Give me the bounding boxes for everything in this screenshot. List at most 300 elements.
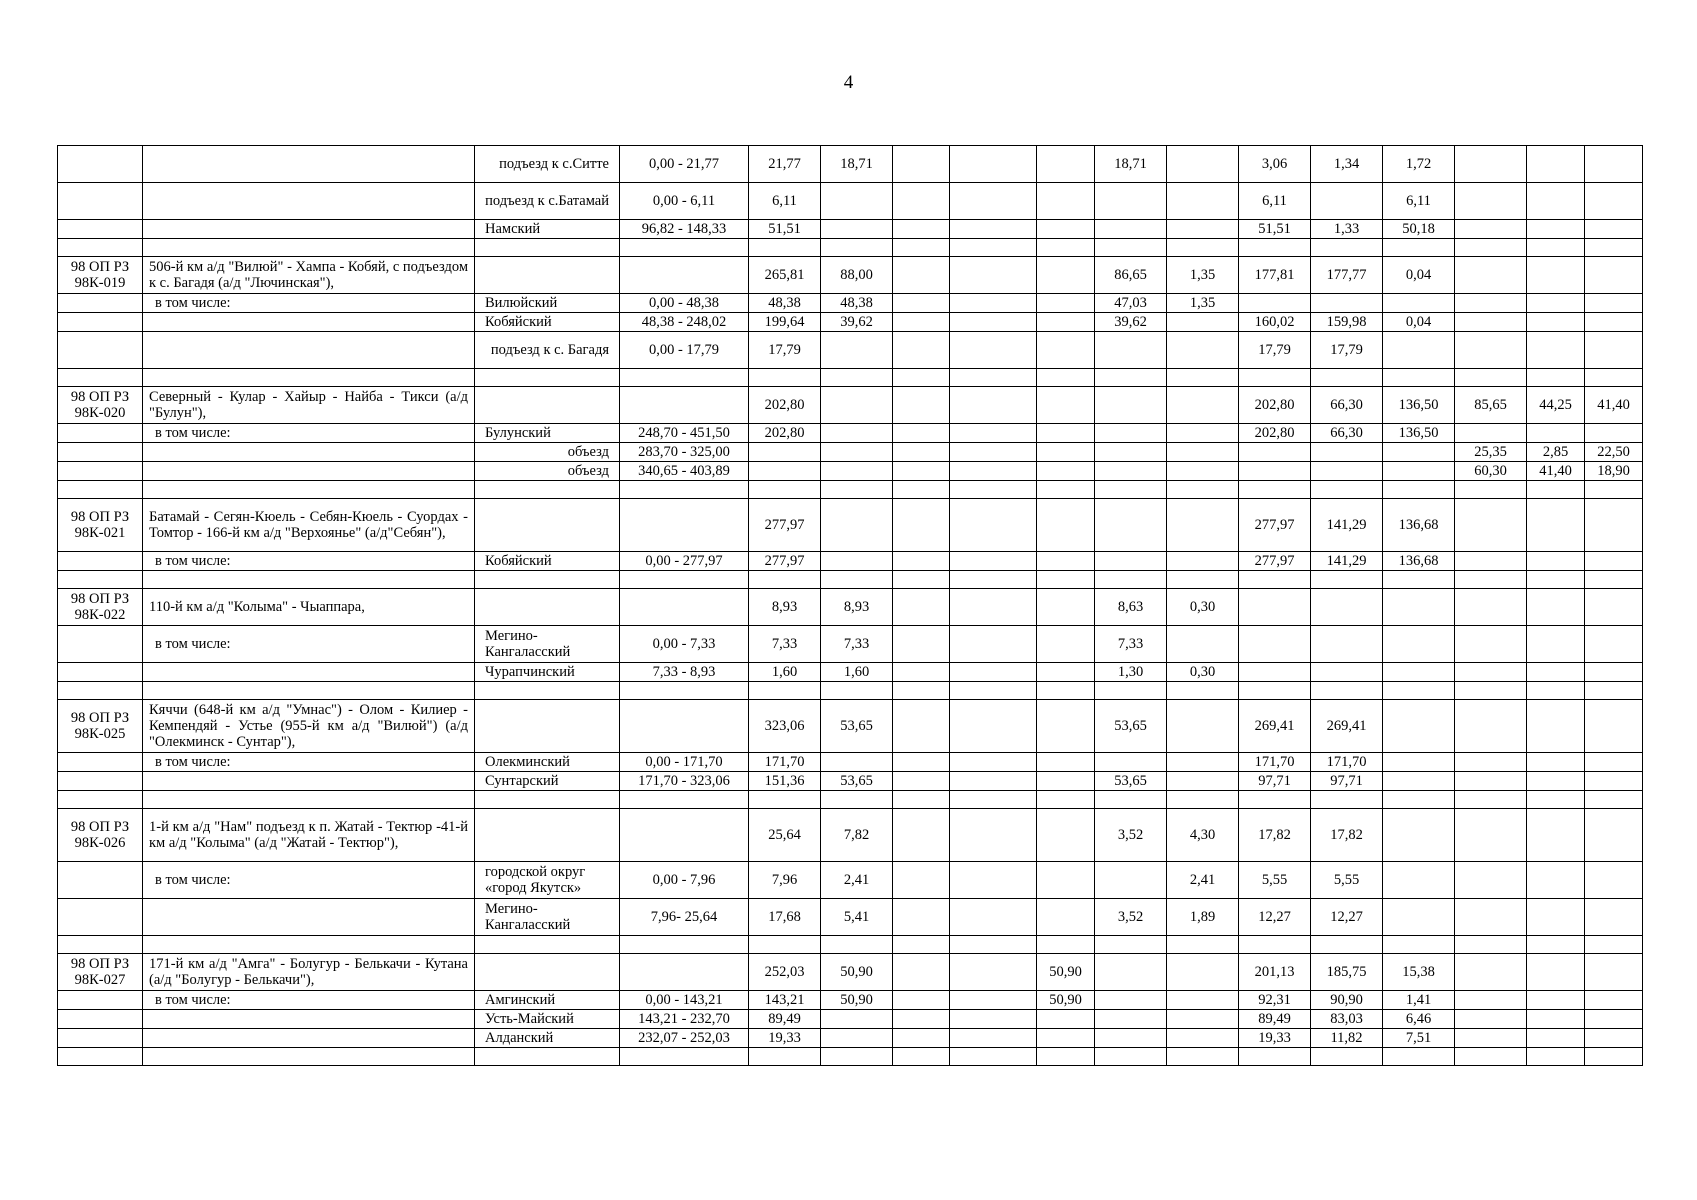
value-cell xyxy=(1527,753,1585,772)
value-cell xyxy=(1383,899,1455,936)
value-cell: 92,31 xyxy=(1239,991,1311,1010)
km-range-cell xyxy=(620,239,749,257)
road-code-cell xyxy=(58,753,143,772)
spacer-row xyxy=(58,481,1643,499)
value-cell xyxy=(1455,700,1527,753)
value-cell xyxy=(1239,294,1311,313)
value-cell xyxy=(1527,700,1585,753)
value-cell xyxy=(893,424,950,443)
value-cell: 265,81 xyxy=(749,257,821,294)
km-range-cell: 0,00 - 171,70 xyxy=(620,753,749,772)
road-name-cell xyxy=(143,772,475,791)
km-range-cell: 171,70 - 323,06 xyxy=(620,772,749,791)
value-cell xyxy=(821,462,893,481)
km-range-cell: 48,38 - 248,02 xyxy=(620,313,749,332)
value-cell xyxy=(1383,571,1455,589)
value-cell xyxy=(1167,626,1239,663)
value-cell xyxy=(950,443,1037,462)
table-row xyxy=(58,424,1643,443)
value-cell: 19,33 xyxy=(749,1029,821,1048)
value-cell xyxy=(893,183,950,220)
table-row xyxy=(58,663,1643,682)
value-cell xyxy=(1527,294,1585,313)
value-cell xyxy=(950,899,1037,936)
km-range-cell xyxy=(620,936,749,954)
value-cell xyxy=(950,682,1037,700)
road-name-cell xyxy=(143,791,475,809)
value-cell: 44,25 xyxy=(1527,387,1585,424)
value-cell xyxy=(1585,571,1643,589)
value-cell: 50,90 xyxy=(821,991,893,1010)
value-cell xyxy=(1311,1048,1383,1066)
value-cell xyxy=(1311,294,1383,313)
value-cell: 7,51 xyxy=(1383,1029,1455,1048)
value-cell xyxy=(1037,239,1095,257)
value-cell xyxy=(749,936,821,954)
road-name-cell xyxy=(143,313,475,332)
value-cell: 17,79 xyxy=(1239,332,1311,369)
value-cell xyxy=(1585,809,1643,862)
value-cell: 1,33 xyxy=(1311,220,1383,239)
value-cell xyxy=(1455,332,1527,369)
road-code-cell: 98 ОП РЗ 98К-027 xyxy=(58,954,143,991)
table-row xyxy=(58,954,1643,991)
value-cell: 0,04 xyxy=(1383,313,1455,332)
value-cell: 66,30 xyxy=(1311,424,1383,443)
value-cell xyxy=(893,753,950,772)
road-code-cell xyxy=(58,1029,143,1048)
table-row xyxy=(58,146,1643,183)
value-cell xyxy=(1585,552,1643,571)
value-cell xyxy=(1239,369,1311,387)
value-cell xyxy=(1037,183,1095,220)
value-cell: 277,97 xyxy=(749,499,821,552)
road-code-cell xyxy=(58,1010,143,1029)
value-cell: 4,30 xyxy=(1167,809,1239,862)
value-cell xyxy=(1167,1048,1239,1066)
value-cell xyxy=(950,772,1037,791)
value-cell xyxy=(1311,481,1383,499)
value-cell xyxy=(749,682,821,700)
value-cell xyxy=(749,481,821,499)
table-row xyxy=(58,626,1643,663)
page-number: 4 xyxy=(843,72,854,93)
district-cell xyxy=(475,571,620,589)
value-cell xyxy=(1311,682,1383,700)
value-cell xyxy=(1037,257,1095,294)
value-cell xyxy=(893,954,950,991)
value-cell xyxy=(1585,257,1643,294)
value-cell: 12,27 xyxy=(1239,899,1311,936)
value-cell xyxy=(1455,954,1527,991)
value-cell xyxy=(950,369,1037,387)
value-cell: 5,55 xyxy=(1311,862,1383,899)
value-cell xyxy=(1383,239,1455,257)
value-cell xyxy=(1455,809,1527,862)
value-cell xyxy=(749,462,821,481)
road-name-cell: 171-й км а/д "Амга" - Болугур - Белькачи - Кутана (а/д "Болугур - Белькачи"), xyxy=(143,954,475,991)
value-cell xyxy=(1239,1048,1311,1066)
value-cell xyxy=(1585,369,1643,387)
spacer-row xyxy=(58,369,1643,387)
value-cell xyxy=(821,936,893,954)
value-cell xyxy=(950,700,1037,753)
value-cell xyxy=(950,862,1037,899)
km-range-cell xyxy=(620,791,749,809)
value-cell xyxy=(1455,1048,1527,1066)
value-cell: 90,90 xyxy=(1311,991,1383,1010)
value-cell xyxy=(1167,462,1239,481)
value-cell: 21,77 xyxy=(749,146,821,183)
km-range-cell xyxy=(620,954,749,991)
district-cell: объезд xyxy=(475,443,620,462)
table-row xyxy=(58,499,1643,552)
value-cell: 22,50 xyxy=(1585,443,1643,462)
value-cell xyxy=(1037,424,1095,443)
km-range-cell: 0,00 - 48,38 xyxy=(620,294,749,313)
value-cell xyxy=(950,146,1037,183)
value-cell xyxy=(1585,146,1643,183)
value-cell: 7,33 xyxy=(749,626,821,663)
value-cell: 60,30 xyxy=(1455,462,1527,481)
value-cell xyxy=(1455,294,1527,313)
value-cell xyxy=(1455,146,1527,183)
value-cell xyxy=(1383,589,1455,626)
value-cell xyxy=(950,954,1037,991)
value-cell xyxy=(1585,294,1643,313)
value-cell: 269,41 xyxy=(1239,700,1311,753)
value-cell: 48,38 xyxy=(749,294,821,313)
value-cell xyxy=(893,220,950,239)
value-cell xyxy=(1585,991,1643,1010)
value-cell xyxy=(1167,424,1239,443)
value-cell: 0,30 xyxy=(1167,589,1239,626)
value-cell: 12,27 xyxy=(1311,899,1383,936)
value-cell: 51,51 xyxy=(749,220,821,239)
km-range-cell xyxy=(620,809,749,862)
value-cell xyxy=(1527,791,1585,809)
value-cell xyxy=(1167,571,1239,589)
value-cell xyxy=(1455,1010,1527,1029)
road-name-cell xyxy=(143,663,475,682)
value-cell xyxy=(893,387,950,424)
value-cell: 177,81 xyxy=(1239,257,1311,294)
value-cell xyxy=(1167,753,1239,772)
value-cell xyxy=(1455,862,1527,899)
road-code-cell xyxy=(58,443,143,462)
value-cell: 7,82 xyxy=(821,809,893,862)
road-code-cell xyxy=(58,424,143,443)
value-cell xyxy=(1167,552,1239,571)
district-cell xyxy=(475,369,620,387)
value-cell xyxy=(1585,220,1643,239)
road-name-cell: в том числе: xyxy=(143,753,475,772)
road-name-cell xyxy=(143,1010,475,1029)
value-cell: 51,51 xyxy=(1239,220,1311,239)
value-cell xyxy=(1585,589,1643,626)
value-cell xyxy=(1527,899,1585,936)
district-cell: Мегино-Кангаласский xyxy=(475,626,620,663)
district-cell: Олекминский xyxy=(475,753,620,772)
value-cell xyxy=(1383,772,1455,791)
value-cell xyxy=(821,1029,893,1048)
value-cell xyxy=(1037,220,1095,239)
value-cell xyxy=(950,991,1037,1010)
value-cell xyxy=(1455,991,1527,1010)
value-cell xyxy=(1037,571,1095,589)
road-code-cell: 98 ОП РЗ 98К-025 xyxy=(58,700,143,753)
value-cell xyxy=(1383,369,1455,387)
value-cell xyxy=(821,552,893,571)
value-cell xyxy=(1037,809,1095,862)
km-range-cell: 283,70 - 325,00 xyxy=(620,443,749,462)
district-cell: Кобяйский xyxy=(475,313,620,332)
value-cell xyxy=(1585,700,1643,753)
km-range-cell: 7,96- 25,64 xyxy=(620,899,749,936)
value-cell xyxy=(821,443,893,462)
value-cell xyxy=(1037,332,1095,369)
value-cell xyxy=(1239,571,1311,589)
road-name-cell xyxy=(143,682,475,700)
road-name-cell xyxy=(143,183,475,220)
value-cell xyxy=(1037,682,1095,700)
value-cell xyxy=(893,499,950,552)
value-cell xyxy=(1585,481,1643,499)
value-cell xyxy=(821,220,893,239)
value-cell xyxy=(1585,663,1643,682)
value-cell: 171,70 xyxy=(1239,753,1311,772)
km-range-cell: 0,00 - 17,79 xyxy=(620,332,749,369)
road-name-cell xyxy=(143,936,475,954)
road-code-cell xyxy=(58,462,143,481)
value-cell xyxy=(749,369,821,387)
value-cell: 171,70 xyxy=(749,753,821,772)
value-cell xyxy=(1585,862,1643,899)
value-cell xyxy=(1239,443,1311,462)
road-code-cell xyxy=(58,332,143,369)
value-cell xyxy=(1527,239,1585,257)
value-cell xyxy=(950,791,1037,809)
value-cell xyxy=(1455,239,1527,257)
value-cell xyxy=(1527,257,1585,294)
value-cell: 1,35 xyxy=(1167,257,1239,294)
road-code-cell xyxy=(58,682,143,700)
value-cell: 97,71 xyxy=(1311,772,1383,791)
district-cell xyxy=(475,239,620,257)
value-cell xyxy=(1311,183,1383,220)
table-row xyxy=(58,700,1643,753)
value-cell xyxy=(893,1029,950,1048)
value-cell xyxy=(1037,862,1095,899)
spacer-row xyxy=(58,571,1643,589)
spacer-row xyxy=(58,791,1643,809)
value-cell xyxy=(1527,626,1585,663)
value-cell xyxy=(950,1010,1037,1029)
value-cell: 25,35 xyxy=(1455,443,1527,462)
value-cell: 6,11 xyxy=(1239,183,1311,220)
value-cell xyxy=(1095,1048,1167,1066)
value-cell: 15,38 xyxy=(1383,954,1455,991)
value-cell xyxy=(1311,626,1383,663)
value-cell xyxy=(893,571,950,589)
value-cell: 171,70 xyxy=(1311,753,1383,772)
value-cell xyxy=(1037,462,1095,481)
value-cell xyxy=(1167,369,1239,387)
value-cell: 53,65 xyxy=(1095,700,1167,753)
district-cell xyxy=(475,936,620,954)
road-name-cell xyxy=(143,899,475,936)
value-cell: 143,21 xyxy=(749,991,821,1010)
value-cell: 1,30 xyxy=(1095,663,1167,682)
value-cell xyxy=(1455,936,1527,954)
value-cell xyxy=(893,809,950,862)
value-cell xyxy=(950,936,1037,954)
value-cell: 202,80 xyxy=(1239,387,1311,424)
value-cell xyxy=(1455,499,1527,552)
value-cell xyxy=(950,626,1037,663)
value-cell xyxy=(1527,220,1585,239)
district-cell: Алданский xyxy=(475,1029,620,1048)
value-cell: 2,41 xyxy=(1167,862,1239,899)
value-cell xyxy=(1585,499,1643,552)
value-cell: 3,06 xyxy=(1239,146,1311,183)
value-cell: 159,98 xyxy=(1311,313,1383,332)
district-cell xyxy=(475,481,620,499)
value-cell xyxy=(1311,936,1383,954)
value-cell xyxy=(1585,424,1643,443)
value-cell xyxy=(893,589,950,626)
value-cell xyxy=(950,481,1037,499)
value-cell xyxy=(1037,1048,1095,1066)
value-cell xyxy=(1383,809,1455,862)
value-cell: 50,18 xyxy=(1383,220,1455,239)
value-cell xyxy=(821,499,893,552)
value-cell xyxy=(821,183,893,220)
value-cell: 8,63 xyxy=(1095,589,1167,626)
road-code-cell xyxy=(58,183,143,220)
value-cell xyxy=(821,481,893,499)
value-cell: 6,11 xyxy=(749,183,821,220)
value-cell xyxy=(1037,899,1095,936)
value-cell xyxy=(893,257,950,294)
value-cell xyxy=(950,220,1037,239)
value-cell xyxy=(1383,462,1455,481)
value-cell xyxy=(950,257,1037,294)
value-cell: 6,11 xyxy=(1383,183,1455,220)
value-cell xyxy=(1527,936,1585,954)
value-cell xyxy=(1037,313,1095,332)
value-cell xyxy=(1311,589,1383,626)
value-cell xyxy=(1311,369,1383,387)
value-cell xyxy=(1455,626,1527,663)
value-cell: 277,97 xyxy=(1239,499,1311,552)
district-cell: Сунтарский xyxy=(475,772,620,791)
district-cell xyxy=(475,387,620,424)
value-cell xyxy=(749,791,821,809)
table-body xyxy=(58,146,1643,1066)
road-code-cell xyxy=(58,991,143,1010)
value-cell xyxy=(1383,753,1455,772)
value-cell xyxy=(1585,791,1643,809)
value-cell xyxy=(1527,499,1585,552)
value-cell: 50,90 xyxy=(1037,991,1095,1010)
district-cell: городской округ «город Якутск» xyxy=(475,862,620,899)
value-cell xyxy=(749,239,821,257)
value-cell xyxy=(1167,499,1239,552)
road-name-cell xyxy=(143,481,475,499)
table-row xyxy=(58,1029,1643,1048)
value-cell xyxy=(1095,332,1167,369)
km-range-cell: 248,70 - 451,50 xyxy=(620,424,749,443)
road-code-cell xyxy=(58,791,143,809)
value-cell xyxy=(1527,991,1585,1010)
value-cell xyxy=(1037,700,1095,753)
table-row xyxy=(58,220,1643,239)
road-code-cell xyxy=(58,239,143,257)
value-cell xyxy=(1383,481,1455,499)
value-cell: 39,62 xyxy=(1095,313,1167,332)
value-cell: 8,93 xyxy=(749,589,821,626)
value-cell xyxy=(1095,753,1167,772)
value-cell: 7,96 xyxy=(749,862,821,899)
km-range-cell: 340,65 - 403,89 xyxy=(620,462,749,481)
value-cell xyxy=(950,663,1037,682)
km-range-cell xyxy=(620,682,749,700)
table-row xyxy=(58,899,1643,936)
value-cell xyxy=(1167,772,1239,791)
value-cell xyxy=(1239,589,1311,626)
road-code-cell: 98 ОП РЗ 98К-019 xyxy=(58,257,143,294)
value-cell xyxy=(1527,589,1585,626)
road-code-cell: 98 ОП РЗ 98К-026 xyxy=(58,809,143,862)
km-range-cell: 0,00 - 143,21 xyxy=(620,991,749,1010)
value-cell xyxy=(950,809,1037,862)
road-code-cell xyxy=(58,552,143,571)
value-cell xyxy=(821,369,893,387)
road-code-cell xyxy=(58,369,143,387)
road-name-cell xyxy=(143,239,475,257)
district-cell xyxy=(475,1048,620,1066)
value-cell xyxy=(1037,443,1095,462)
value-cell xyxy=(1239,663,1311,682)
value-cell: 85,65 xyxy=(1455,387,1527,424)
value-cell xyxy=(893,481,950,499)
value-cell: 18,71 xyxy=(821,146,893,183)
road-name-cell xyxy=(143,1029,475,1048)
value-cell xyxy=(950,552,1037,571)
value-cell xyxy=(893,239,950,257)
km-range-cell: 0,00 - 6,11 xyxy=(620,183,749,220)
value-cell xyxy=(893,899,950,936)
value-cell xyxy=(950,183,1037,220)
value-cell xyxy=(1167,700,1239,753)
value-cell xyxy=(821,424,893,443)
value-cell: 83,03 xyxy=(1311,1010,1383,1029)
km-range-cell: 0,00 - 7,96 xyxy=(620,862,749,899)
value-cell xyxy=(1455,183,1527,220)
value-cell xyxy=(1383,1048,1455,1066)
value-cell: 136,68 xyxy=(1383,499,1455,552)
value-cell xyxy=(1037,589,1095,626)
table-row xyxy=(58,589,1643,626)
value-cell xyxy=(1527,571,1585,589)
value-cell: 177,77 xyxy=(1311,257,1383,294)
value-cell xyxy=(1585,313,1643,332)
value-cell: 1,41 xyxy=(1383,991,1455,1010)
value-cell: 5,41 xyxy=(821,899,893,936)
value-cell: 47,03 xyxy=(1095,294,1167,313)
value-cell xyxy=(1095,954,1167,991)
